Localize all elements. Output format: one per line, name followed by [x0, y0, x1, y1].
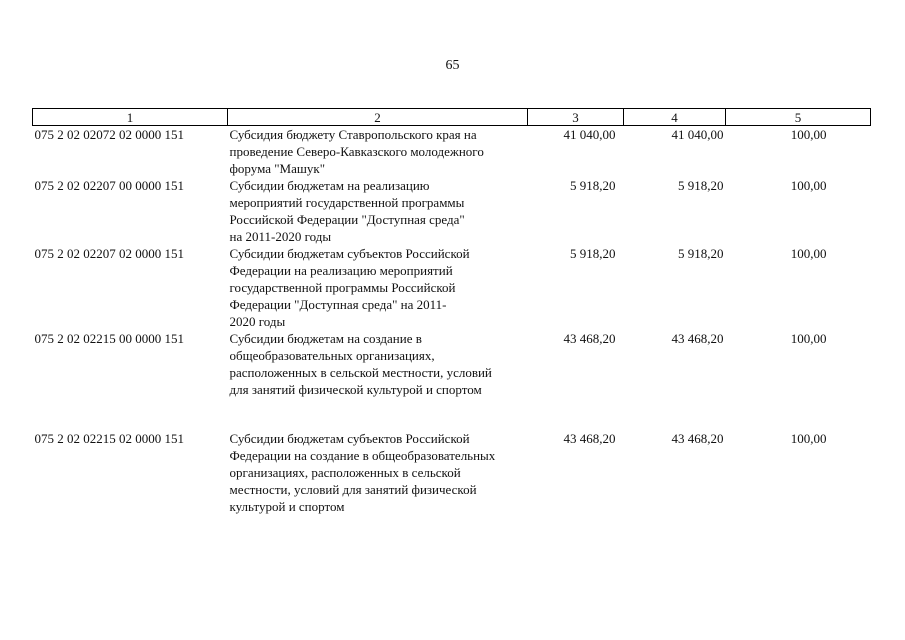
table-row [33, 430, 871, 515]
value-col-5: 100,00 [790, 178, 827, 193]
value-col-4: 5 918,20 [678, 178, 724, 193]
value-col-3: 5 918,20 [570, 178, 616, 193]
budget-description: Субсидии бюджетам на реализацию мероприятий государственной программы Российской Федерации "Доступная среда" на 2011-2020 годы [229, 178, 465, 244]
budget-code: 075 2 02 02072 02 0000 151 [34, 127, 184, 142]
budget-description: Субсидия бюджету Ставропольского края на проведение Северо-Кавказского молодежного форума "Машук" [229, 127, 484, 176]
value-col-5: 100,00 [790, 127, 827, 142]
value-col-3: 41 040,00 [563, 127, 616, 142]
page-number: 65 [445, 58, 460, 73]
value-col-5: 100,00 [790, 331, 827, 346]
table-row [33, 330, 871, 430]
header-col-5: 5 [726, 109, 871, 126]
value-col-5: 100,00 [790, 431, 827, 446]
value-col-3: 5 918,20 [570, 246, 616, 261]
budget-description: Субсидии бюджетам на создание в общеобразовательных организациях, расположенных в сельской местности, условий для занятий физической культурой и спортом [229, 331, 492, 397]
value-col-5: 100,00 [790, 246, 827, 261]
table-header-row [33, 109, 871, 126]
budget-table [32, 108, 871, 515]
budget-code: 075 2 02 02215 02 0000 151 [34, 431, 184, 446]
budget-code: 075 2 02 02215 00 0000 151 [34, 331, 184, 346]
header-col-3: 3 [528, 109, 624, 126]
budget-description: Субсидии бюджетам субъектов Российской Федерации на реализацию мероприятий государственной программы Российской Федерации "Доступная среда" на 2011- 2020 годы [229, 246, 470, 329]
value-col-4: 43 468,20 [671, 431, 724, 446]
header-col-1: 1 [33, 109, 228, 126]
header-col-2: 2 [228, 109, 528, 126]
value-col-3: 43 468,20 [563, 431, 616, 446]
header-col-4: 4 [624, 109, 726, 126]
value-col-3: 43 468,20 [563, 331, 616, 346]
budget-description: Субсидии бюджетам субъектов Российской Федерации на создание в общеобразовательных организациях, расположенных в сельской местности, условий для занятий физической культурой и спортом [229, 431, 496, 514]
value-col-4: 5 918,20 [678, 246, 724, 261]
budget-code: 075 2 02 02207 00 0000 151 [34, 178, 184, 193]
value-col-4: 41 040,00 [671, 127, 724, 142]
value-col-4: 43 468,20 [671, 331, 724, 346]
budget-code: 075 2 02 02207 02 0000 151 [34, 246, 184, 261]
table-row [33, 245, 871, 330]
table-row [33, 177, 871, 245]
table-row [33, 126, 871, 178]
